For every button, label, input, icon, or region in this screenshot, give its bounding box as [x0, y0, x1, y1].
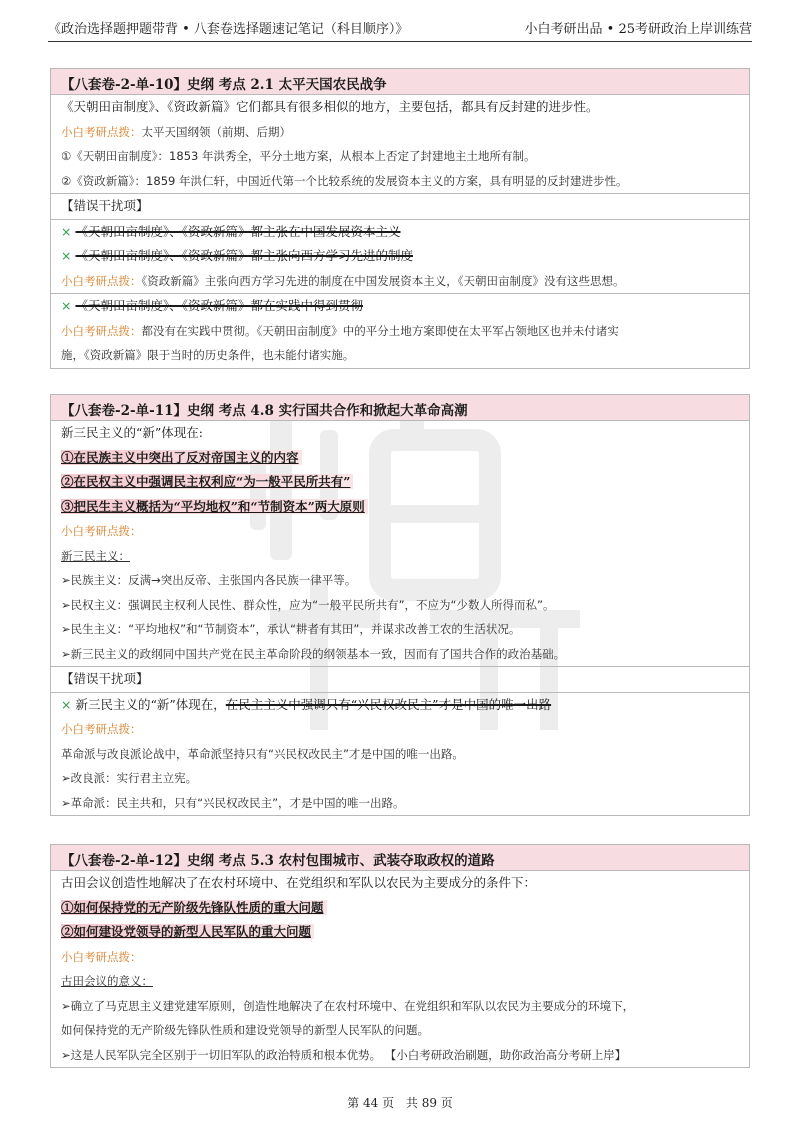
error-option-text: 《天朝田亩制度》、《资政新篇》都主张在中国发展资本主义: [75, 223, 401, 239]
cross-mark-icon: ×: [61, 248, 72, 263]
keypoint-row: [51, 896, 749, 921]
note-line: ➢确立了马克思主义建党建军原则，创造性地解决了在农村环境中、在党组织和军队以农民为主要成分的环境下，: [61, 998, 635, 1013]
question-card-12: [50, 844, 750, 1068]
keypoint-row: [51, 470, 749, 495]
page-total: 共 89 页: [405, 1096, 453, 1110]
sub-heading-text: 新三民主义：: [61, 548, 130, 563]
note-line: 革命派与改良派论战中，革命派坚持只有“兴民权改民主”才是中国的唯一出路。: [61, 746, 464, 761]
question-card-10: [50, 68, 750, 369]
page-number: 第 44 页: [347, 1096, 395, 1110]
note-line: ①《天朝田亩制度》：1853 年洪秀全，平分土地方案，从根本上否定了封建地主土地所有制。: [61, 149, 536, 163]
note-line: ➢革命派：民主共和，只有“兴民权改民主”，才是中国的唯一出路。: [61, 795, 405, 810]
error-option: [51, 293, 749, 319]
tip-label: 小白考研点拨：: [61, 722, 142, 736]
keypoint-row: [51, 446, 749, 471]
tip-text: 太平天国纲领（前期、后期）: [141, 124, 291, 139]
header-document-title: 《政治选择题押题带背 • 八套卷选择题速记笔记（科目顺序）》: [48, 22, 409, 37]
tip-text: 都没有在实践中贯彻。《天朝田亩制度》中的平分土地方案即使在太平军占领地区也并未付诸实: [141, 323, 619, 338]
keypoint-text: ③把民生主义概括为“平均地权”和“节制资本”两大原则: [61, 499, 368, 514]
sub-heading: [51, 969, 749, 994]
tip-continuation: 施，《资政新篇》限于当时的历史条件，也未能付诸实施。: [61, 348, 355, 362]
error-option-text: 《天朝田亩制度》、《资政新篇》都主张向西方学习先进的制度: [75, 248, 413, 263]
tip-label: 小白考研点拨：: [61, 949, 142, 964]
question-title: 【八套卷-2-单-10】史纲 考点 2.1 太平天国农民战争: [51, 69, 749, 95]
keypoint-row: [51, 920, 749, 945]
header-publisher: 小白考研出品 • 25考研政治上岸训练营: [524, 22, 752, 37]
error-option-text: 在民主主义中强调只有“兴民权改民主”才是中国的唯一出路: [225, 696, 552, 712]
cross-mark-icon: ×: [61, 696, 72, 712]
tip-row: [51, 120, 749, 145]
keypoint-text: ②在民权主义中强调民主权利应“为一般平民所共有”: [61, 474, 353, 489]
error-section-label: 【错误干扰项】: [51, 193, 749, 219]
question-title: 【八套卷-2-单-11】史纲 考点 4.8 实行国共合作和掀起大革命高潮: [51, 395, 749, 421]
note-line: ➢民权主义：强调民主权利人民性、群众性，应为“一般平民所共有”，不应为“少数人所得而私”。: [61, 597, 555, 612]
keypoint-row: [51, 495, 749, 520]
error-option: [51, 244, 749, 269]
sub-heading-text: 古田会议的意义：: [61, 974, 153, 988]
note-line: ➢民族主义：反满→突出反帝、主张国内各民族一律平等。: [61, 573, 357, 587]
sub-heading: [51, 544, 749, 569]
error-option: [51, 692, 749, 718]
error-section-label: 【错误干扰项】: [51, 666, 749, 692]
tip-label: 小白考研点拨：: [61, 524, 142, 538]
tip-label: 小白考研点拨：: [61, 273, 142, 288]
error-option: [51, 219, 749, 245]
keypoint-text: ①在民族主义中突出了反对帝国主义的内容: [61, 450, 302, 465]
note-line: ➢新三民主义的政纲同中国共产党在民主革命阶段的纲领基本一致，因而有了国共合作的政治基础。: [61, 646, 566, 661]
note-line: ②《资政新篇》：1859 年洪仁轩，中国近代第一个比较系统的发展资本主义的方案，具有明显的反封建进步性。: [61, 173, 628, 188]
cross-mark-icon: ×: [61, 223, 72, 239]
tip-text: 《资政新篇》主张向西方学习先进的制度在中国发展资本主义，《天朝田亩制度》没有这些思想。: [141, 273, 625, 288]
error-option-prefix: 新三民主义的“新”体现在，: [75, 696, 226, 712]
page-footer: [0, 1094, 800, 1111]
error-option-text: 《天朝田亩制度》、《资政新篇》都在实践中得到贯彻: [75, 298, 363, 313]
note-line: ➢这是人民军队完全区别于一切旧军队的政治特质和根本优势。 【小白考研政治刷题，助你政治高分考研上岸】: [61, 1047, 627, 1062]
tip-label: 小白考研点拨：: [61, 124, 142, 139]
keypoint-text: ②如何建设党领导的新型人民军队的重大问题: [61, 924, 314, 939]
page-header: [48, 14, 752, 42]
tip-row: [51, 319, 749, 344]
keypoint-text: ①如何保持党的无产阶级先锋队性质的重大问题: [61, 900, 327, 915]
question-stem: 新三民主义的“新”体现在:: [61, 425, 203, 440]
note-line: ➢民生主义：“平均地权”和“节制资本”，承认“耕者有其田”，并谋求改善工农的生活状况。: [61, 622, 521, 636]
question-title: 【八套卷-2-单-12】史纲 考点 5.3 农村包围城市、武装夺取政权的道路: [51, 845, 749, 871]
cross-mark-icon: ×: [61, 298, 72, 313]
tip-row: [51, 269, 749, 294]
question-card-11: [50, 394, 750, 816]
note-line: ➢改良派：实行君主立宪。: [61, 771, 198, 785]
note-line: 如何保持党的无产阶级先锋队性质和建设党领导的新型人民军队的问题。: [61, 1023, 429, 1037]
tip-label: 小白考研点拨：: [61, 323, 142, 338]
question-stem: 《天朝田亩制度》、《资政新篇》它们都具有很多相似的地方，主要包括，都具有反封建的进步性。: [61, 99, 599, 114]
question-stem: 古田会议创造性地解决了在农村环境中、在党组织和军队以农民为主要成分的条件下：: [61, 875, 537, 890]
